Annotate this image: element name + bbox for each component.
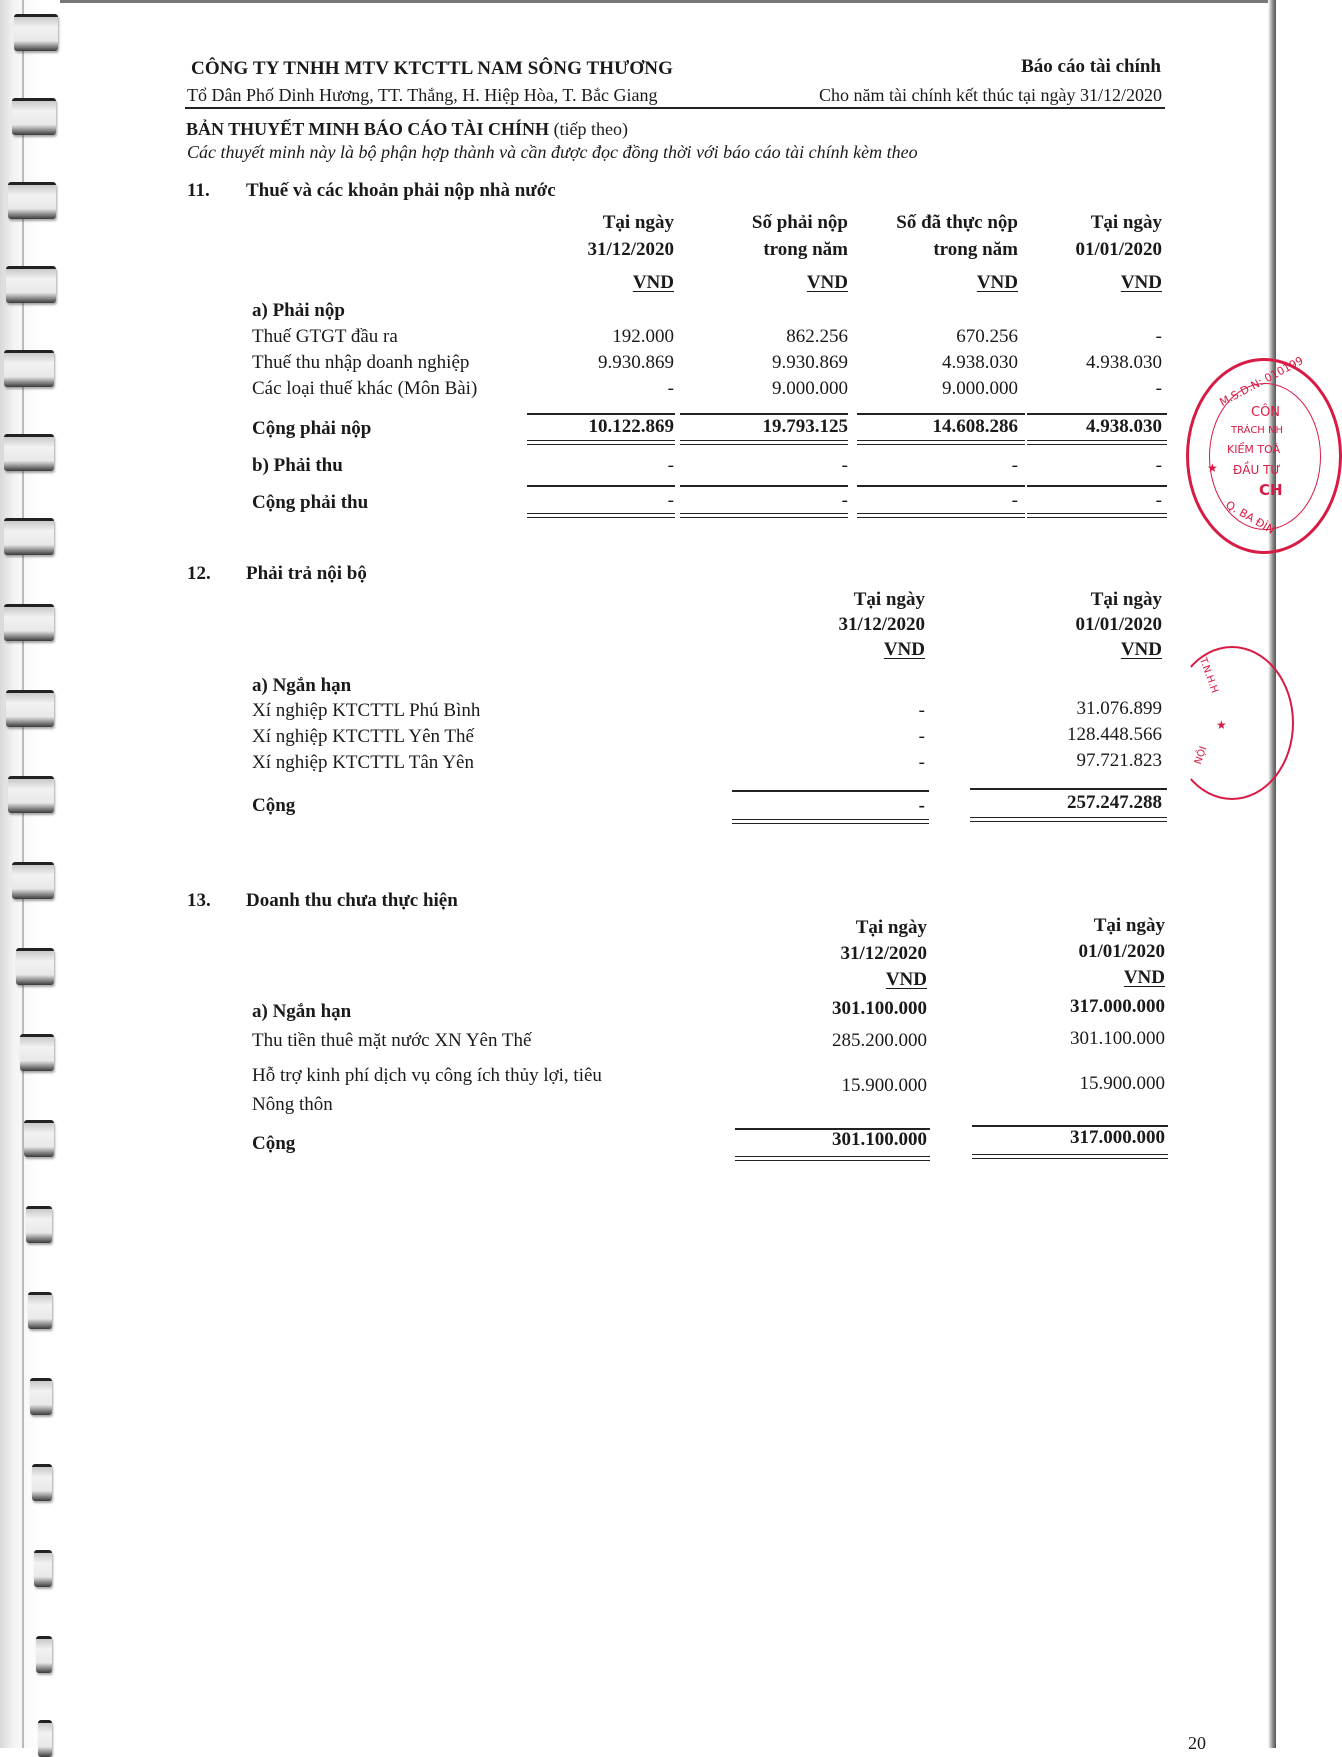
company-seal-small [1170,646,1294,800]
s13-total-label: Cộng [252,1133,296,1154]
binding-ring [8,182,56,219]
s11-col-1-header [520,209,674,296]
binding-ring [12,862,54,899]
s12-col-2-line2: 01/01/2020 [1075,614,1162,635]
s11-group-payable: a) Phải nộp [252,300,345,321]
header-rule [185,107,1165,109]
binding-ring [12,98,56,135]
s11-receivable-value: - [1011,455,1018,476]
s12-row-value: - [918,752,925,773]
s11-row-value: 670.256 [956,326,1018,347]
total-double-rule [1027,440,1167,445]
s11-receivable-value: - [841,455,848,476]
s12-row-value: - [918,726,925,747]
scan-top-edge [60,0,1276,3]
seal-bottom-text: NỘI [1192,745,1210,766]
s13-group-value: 301.100.000 [832,998,927,1019]
s11-total-receivable-label: Cộng phải thu [252,492,369,513]
seal-text: TRÁCH NH [1231,425,1283,436]
s13-row-label-line2: Nông thôn [252,1094,333,1115]
s11-col-1-unit: VND [632,272,674,293]
s11-row-label: Thuế GTGT đầu ra [252,326,398,347]
s11-row-label: Thuế thu nhập doanh nghiệp [252,352,470,373]
binding-ring [34,1550,52,1587]
binding-ring [38,1720,52,1757]
s11-total-receivable-value: - [667,490,674,511]
s13-col-1-line1: Tại ngày [855,917,927,938]
binding-ring [20,1034,54,1071]
s11-row-value: 4.938.030 [942,352,1018,373]
seal-text: KIỂM TOÁ [1227,443,1281,456]
subtotal-rule [857,485,1025,487]
report-type: Báo cáo tài chính [1021,56,1161,77]
company-address: Tổ Dân Phố Dinh Hương, TT. Thắng, H. Hiệp Hòa, T. Bắc Giang [187,85,658,105]
total-double-rule [735,1156,930,1161]
company-name: CÔNG TY TNHH MTV KTCTTL NAM SÔNG THƯƠNG [191,58,673,79]
s13-col-1-line2: 31/12/2020 [840,943,927,964]
s11-row-value: 9.930.869 [598,352,674,373]
total-double-rule [857,513,1025,518]
s11-row-value: 862.256 [786,326,848,347]
total-double-rule [527,440,675,445]
s12-col-1-line1: Tại ngày [853,589,925,610]
s13-row-value: 301.100.000 [1070,1028,1165,1049]
s12-total-value: 257.247.288 [1067,792,1162,813]
s13-col-2-line2: 01/01/2020 [1078,941,1165,962]
s11-col-1-line2: 31/12/2020 [587,239,674,260]
company-seal-large [1186,353,1342,554]
subtotal-rule [680,413,848,415]
total-double-rule [857,440,1025,445]
s11-total-payable-label: Cộng phải nộp [252,418,372,439]
s13-row-value: 15.900.000 [1079,1073,1165,1094]
s13-group-value: 317.000.000 [1070,996,1165,1017]
seal-top-text: T.N.H.H [1196,656,1220,695]
s12-total-value: - [918,795,925,816]
s11-total-payable-value: 4.938.030 [1086,416,1162,437]
s12-row-value: 31.076.899 [1076,698,1162,719]
s12-col-1-unit: VND [883,639,925,660]
s12-row-label: Xí nghiệp KTCTTL Tân Yên [252,752,474,773]
s13-row-label: Thu tiền thuê mặt nước XN Yên Thế [252,1030,532,1051]
notes-disclaimer: Các thuyết minh này là bộ phận hợp thành và cần được đọc đồng thời với báo cáo tài chính kèm theo [187,142,918,162]
subtotal-rule [680,485,848,487]
s13-total-value: 301.100.000 [832,1129,927,1150]
s11-col-2-line1: Số phải nộp [751,212,848,233]
s12-total-label: Cộng [252,795,296,816]
s11-total-payable-value: 19.793.125 [762,416,848,437]
s12-col-1-header [760,587,925,662]
s11-total-receivable-value: - [1011,490,1018,511]
s12-col-1-line2: 31/12/2020 [838,614,925,635]
binding-ring [32,1464,52,1501]
total-double-rule [527,513,675,518]
s11-receivable-label: b) Phải thu [252,455,343,476]
binding-ring [36,1636,52,1673]
total-double-rule [970,817,1167,822]
binding-ring [30,1378,52,1415]
s13-col-2-header [990,913,1165,991]
seal-text: ĐẦU TƯ [1233,463,1281,477]
s12-group: a) Ngắn hạn [252,675,352,696]
s13-col-1-unit: VND [885,969,927,990]
s12-row-value: 128.448.566 [1067,724,1162,745]
s12-row-value: - [918,700,925,721]
notes-title-continued: (tiếp theo) [553,119,629,139]
s12-row-label: Xí nghiệp KTCTTL Phú Bình [252,700,481,721]
s13-row-label-line1: Hỗ trợ kinh phí dịch vụ công ích thủy lợi, tiêu [252,1065,602,1086]
s11-col-3-line2: trong năm [933,239,1018,260]
s13-group-label: a) Ngắn hạn [252,1001,352,1022]
seal-bottom-text: Q. BA ĐÌN [1223,498,1277,537]
s11-row-label: Các loại thuế khác (Môn Bài) [252,378,478,399]
binding-ring [6,266,56,303]
s11-col-2-line2: trong năm [763,239,848,260]
s12-col-2-line1: Tại ngày [1090,589,1162,610]
s11-row-value: - [1155,378,1162,399]
spiral-binding [0,0,70,1748]
binding-ring [28,1292,52,1329]
s11-total-payable-value: 14.608.286 [932,416,1018,437]
report-period: Cho năm tài chính kết thúc tại ngày 31/12/2020 [819,85,1162,105]
s11-col-3-header [860,209,1018,296]
total-double-rule [732,819,929,824]
s11-receivable-value: - [1155,455,1162,476]
subtotal-rule [732,790,929,792]
s13-row-value: 15.900.000 [841,1075,927,1096]
s11-receivable-value: - [667,455,674,476]
s12-row-value: 97.721.823 [1076,750,1162,771]
s11-col-2-unit: VND [806,272,848,293]
subtotal-rule [1027,485,1167,487]
total-double-rule [972,1154,1168,1159]
s11-row-value: - [1155,326,1162,347]
binding-ring [6,690,54,727]
s11-row-value: 9.000.000 [942,378,1018,399]
notes-title [186,119,628,140]
binding-ring [8,776,54,813]
section-11-number: 11. [187,180,210,201]
section-12-title: Phải trả nội bộ [246,563,367,584]
total-double-rule [680,440,848,445]
binding-ring [4,434,54,471]
seal-text: CÔN [1251,405,1281,420]
section-12-number: 12. [187,563,211,584]
scan-right-edge [1268,0,1276,1748]
s13-total-value: 317.000.000 [1070,1127,1165,1148]
s11-col-4-line2: 01/01/2020 [1075,239,1162,260]
seal-star-icon: ★ [1216,718,1227,732]
s13-row-value: 285.200.000 [832,1030,927,1051]
total-double-rule [1027,513,1167,518]
binding-ring [4,604,54,641]
s12-col-2-unit: VND [1120,639,1162,660]
notes-title-main: BẢN THUYẾT MINH BÁO CÁO TÀI CHÍNH [186,119,550,139]
s13-col-2-line1: Tại ngày [1093,915,1165,936]
section-13-title: Doanh thu chưa thực hiện [246,890,458,911]
s12-row-label: Xí nghiệp KTCTTL Yên Thế [252,726,474,747]
s11-total-payable-value: 10.122.869 [588,416,674,437]
page-number: 20 [1188,1733,1206,1753]
s11-col-4-header [1030,209,1162,296]
subtotal-rule [857,413,1025,415]
binding-ring [16,948,54,985]
section-11-title: Thuế và các khoản phải nộp nhà nước [246,180,556,201]
s11-row-value: 4.938.030 [1086,352,1162,373]
s11-col-3-unit: VND [976,272,1018,293]
s13-col-1-header [760,915,927,993]
binding-ring [26,1206,52,1243]
s11-row-value: 9.000.000 [772,378,848,399]
section-13-number: 13. [187,890,211,911]
subtotal-rule [527,413,675,415]
s11-row-value: - [667,378,674,399]
subtotal-rule [1027,413,1167,415]
s11-row-value: 192.000 [612,326,674,347]
s13-col-2-unit: VND [1123,967,1165,988]
binding-ring [4,350,54,387]
seal-star-icon: ★ [1207,461,1218,475]
seal-code: M.S.D.N: 010199 [1217,353,1306,410]
s11-total-receivable-value: - [1155,490,1162,511]
s11-col-4-line1: Tại ngày [1090,212,1162,233]
binding-ring [4,518,54,555]
s11-col-2-header [690,209,848,296]
subtotal-rule [527,485,675,487]
subtotal-rule [970,788,1167,790]
s11-col-1-line1: Tại ngày [602,212,674,233]
binding-ring [24,1120,54,1157]
s11-col-4-unit: VND [1120,272,1162,293]
s11-row-value: 9.930.869 [772,352,848,373]
total-double-rule [680,513,848,518]
s12-col-2-header [990,587,1162,662]
binding-ring [14,14,58,51]
s11-col-3-line1: Số đã thực nộp [896,212,1018,233]
s11-total-receivable-value: - [841,490,848,511]
seal-text: CH [1259,481,1283,499]
